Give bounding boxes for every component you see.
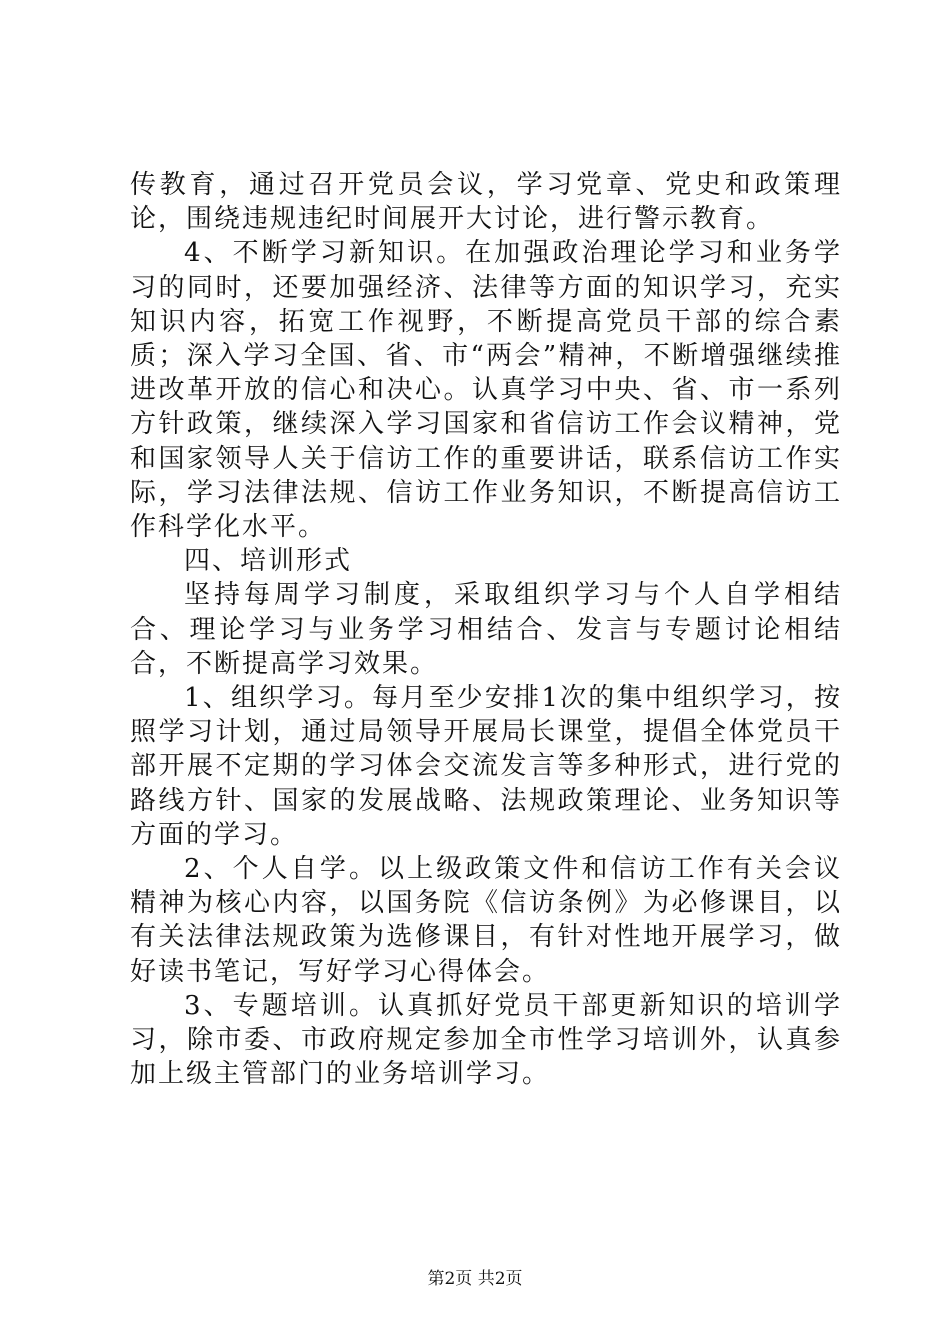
document-body: [130, 168, 842, 1091]
paragraph-7: 3、专题培训。认真抓好党员干部更新知识的培训学习，除市委、市政府规定参加全市性学习培训外，认真参加上级主管部门的业务培训学习。: [130, 990, 842, 1090]
paragraph-1: 传教育，通过召开党员会议，学习党章、党史和政策理论，围绕违规违纪时间展开大讨论，进行警示教育。: [130, 170, 842, 235]
section-heading-training-form: 四、培训形式: [184, 546, 353, 577]
paragraph-2: 4、不断学习新知识。在加强政治理论学习和业务学习的同时，还要加强经济、法律等方面的知识学习，充实知识内容，拓宽工作视野，不断提高党员干部的综合素质；深入学习全国、省、市“两会”精神，不断增强继续推进改革开放的信心和决心。认真学习中央、省、市一系列方针政策，继续深入学习国家和省信访工作会议精神，党和国家领导人关于信访工作的重要讲话，联系信访工作实际，学习法律法规、信访工作业务知识，不断提高信访工作科学化水平。: [130, 238, 842, 543]
paragraph-4: 坚持每周学习制度，采取组织学习与个人自学相结合、理论学习与业务学习相结合、发言与专题讨论相结合，不断提高学习效果。: [130, 580, 842, 679]
paragraph-5: 1、组织学习。每月至少安排1次的集中组织学习，按照学习计划，通过局领导开展局长课堂，提倡全体党员干部开展不定期的学习体会交流发言等多种形式，进行党的路线方针、国家的发展战略、法规政策理论、业务知识等方面的学习。: [130, 683, 842, 850]
paragraph-6: 2、个人自学。以上级政策文件和信访工作有关会议精神为核心内容，以国务院《信访条例》为必修课目，以有关法律法规政策为选修课目，有针对性地开展学习，做好读书笔记，写好学习心得体会。: [130, 854, 842, 987]
page-number-footer: 第2页 共2页: [427, 1269, 523, 1289]
